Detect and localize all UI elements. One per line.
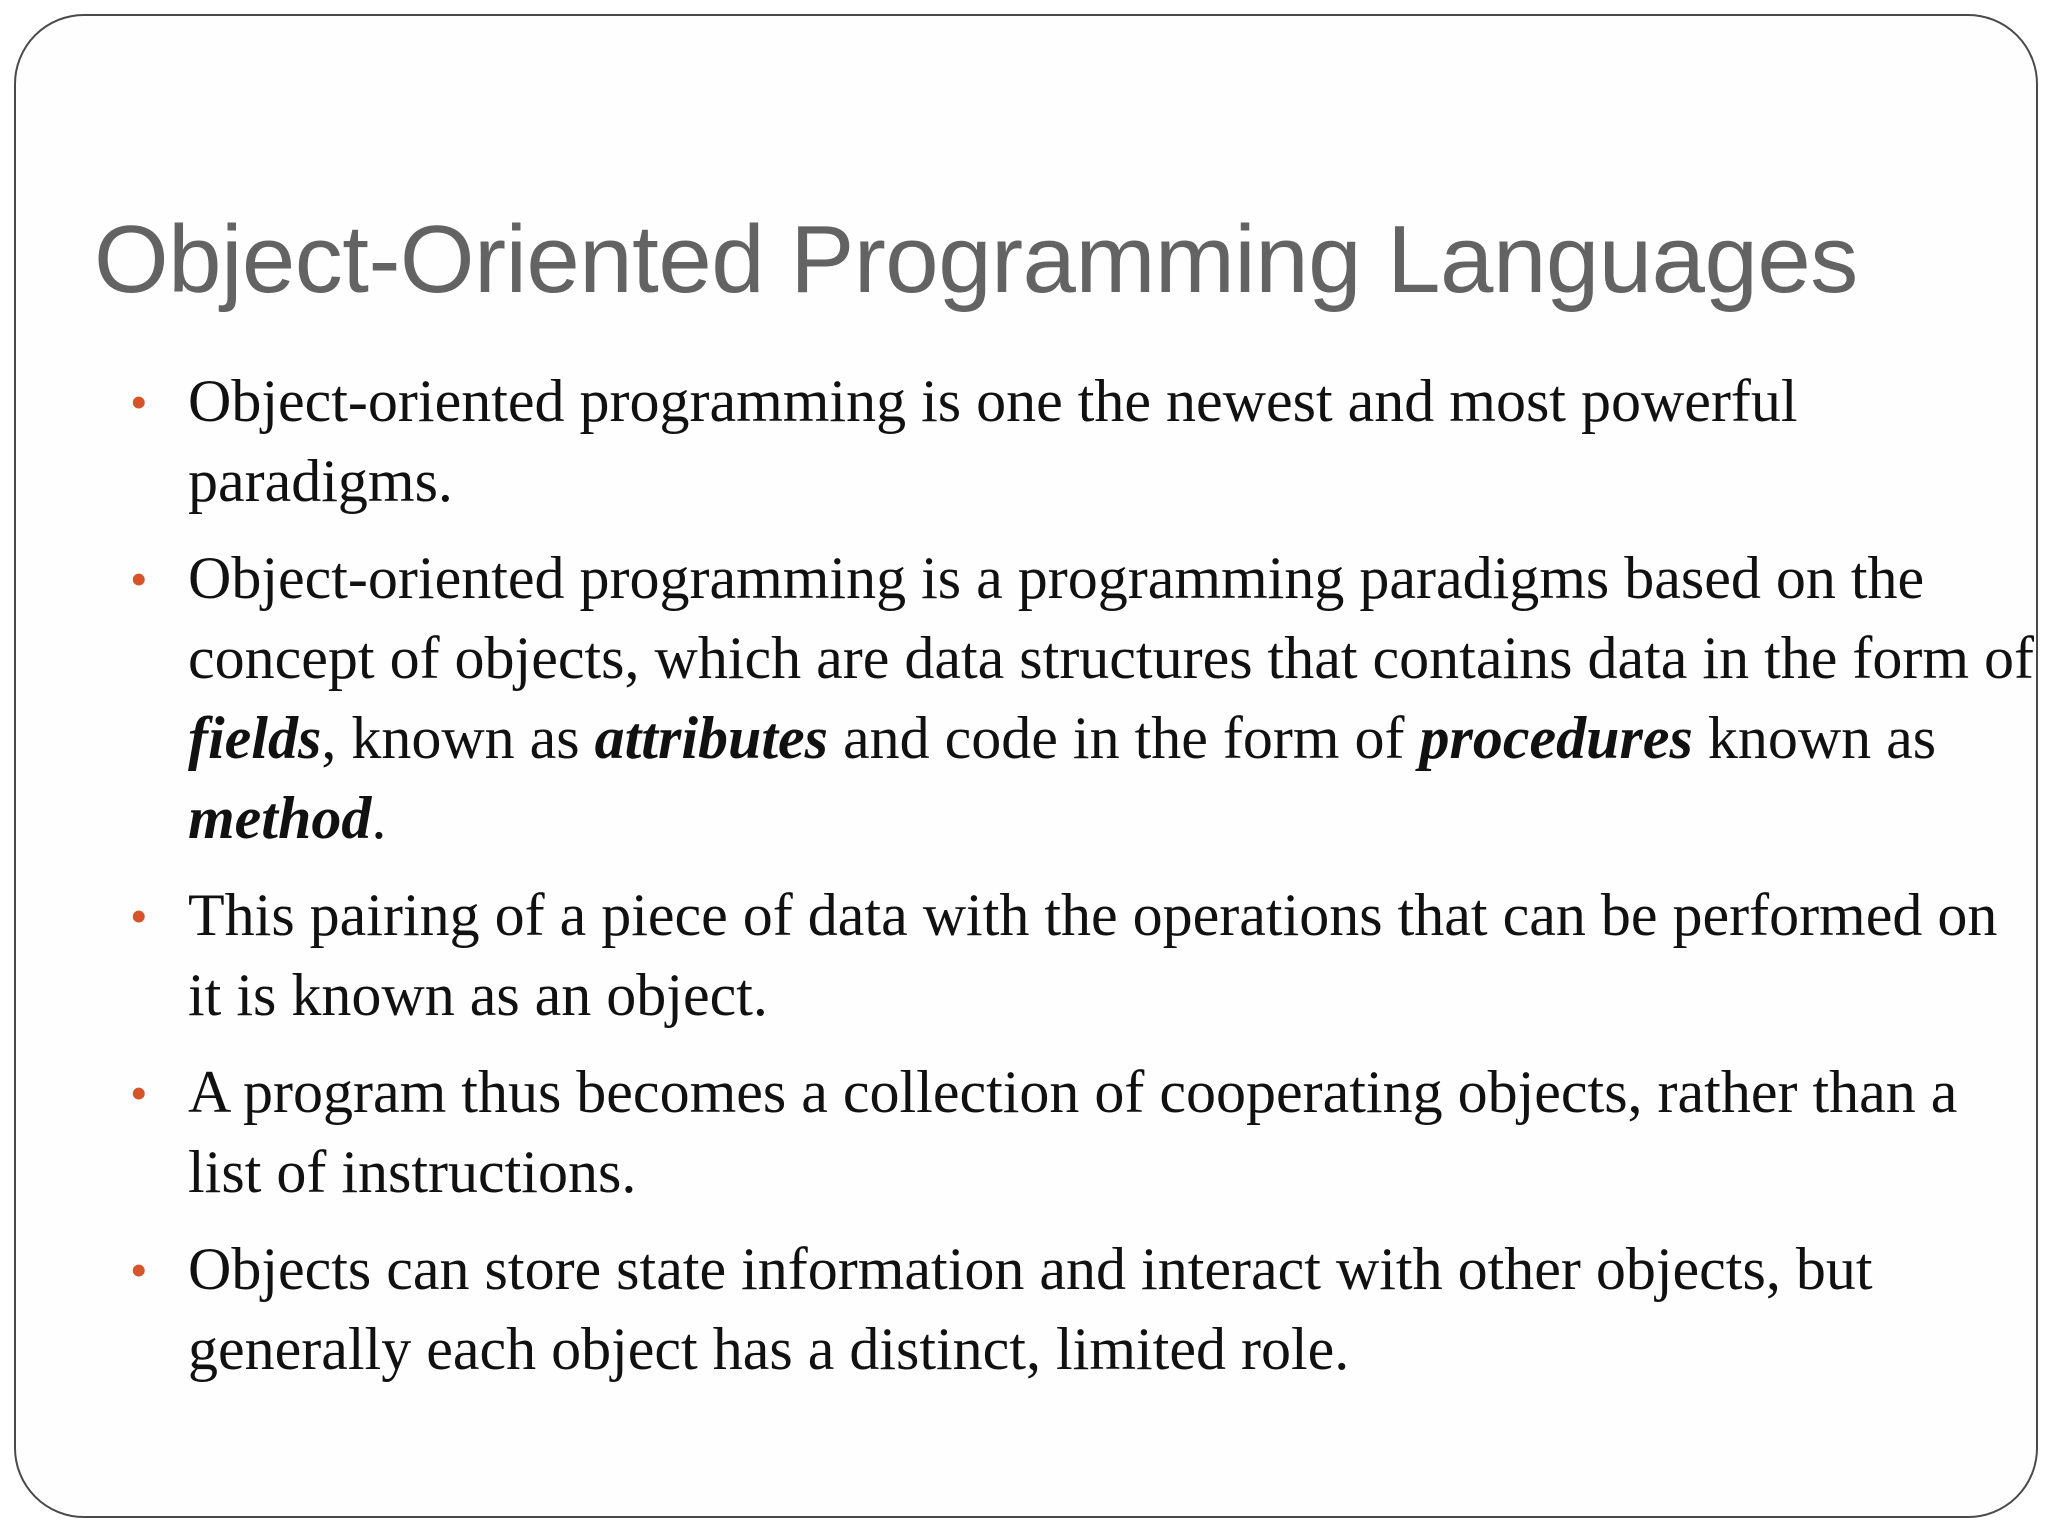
bullet-text: Object-oriented programming is one the newest and most powerful paradigms. <box>188 368 1798 514</box>
bullet-item <box>126 1052 2036 1212</box>
term-method: method <box>188 785 372 851</box>
bullet-text: This pairing of a piece of data with the operations that can be performed on it is known as an object. <box>188 882 1998 1028</box>
bullet-item <box>126 875 2036 1035</box>
bullet-text: and code in the form of <box>828 705 1420 771</box>
bullet-text: . <box>371 785 387 851</box>
bullet-dot-icon: • <box>130 1065 148 1121</box>
bullet-item <box>126 361 2036 521</box>
term-procedures: procedures <box>1419 705 1693 771</box>
term-fields: fields <box>188 705 322 771</box>
bullet-text: Objects can store state information and interact with other objects, but generally each object has a distinct, limited role. <box>188 1236 1873 1382</box>
bullet-text: known as <box>1692 705 1937 771</box>
bullet-dot-icon: • <box>130 888 148 944</box>
bullet-item <box>126 1229 2036 1389</box>
bullet-text: Object-oriented programming is a programming paradigms based on the concept of objects, which are data structures that contains data in the form of <box>188 545 2034 691</box>
bullet-dot-icon: • <box>130 1242 148 1298</box>
bullet-item <box>126 538 2036 858</box>
slide-frame <box>14 14 2038 1518</box>
bullet-list <box>126 361 2036 1406</box>
bullet-dot-icon: • <box>130 374 148 430</box>
bullet-text: , known as <box>321 705 595 771</box>
bullet-text: A program thus becomes a collection of cooperating objects, rather than a list of instructions. <box>188 1059 1958 1205</box>
slide-title: Object-Oriented Programming Languages <box>94 206 1858 313</box>
bullet-dot-icon: • <box>130 551 148 607</box>
term-attributes: attributes <box>594 705 829 771</box>
